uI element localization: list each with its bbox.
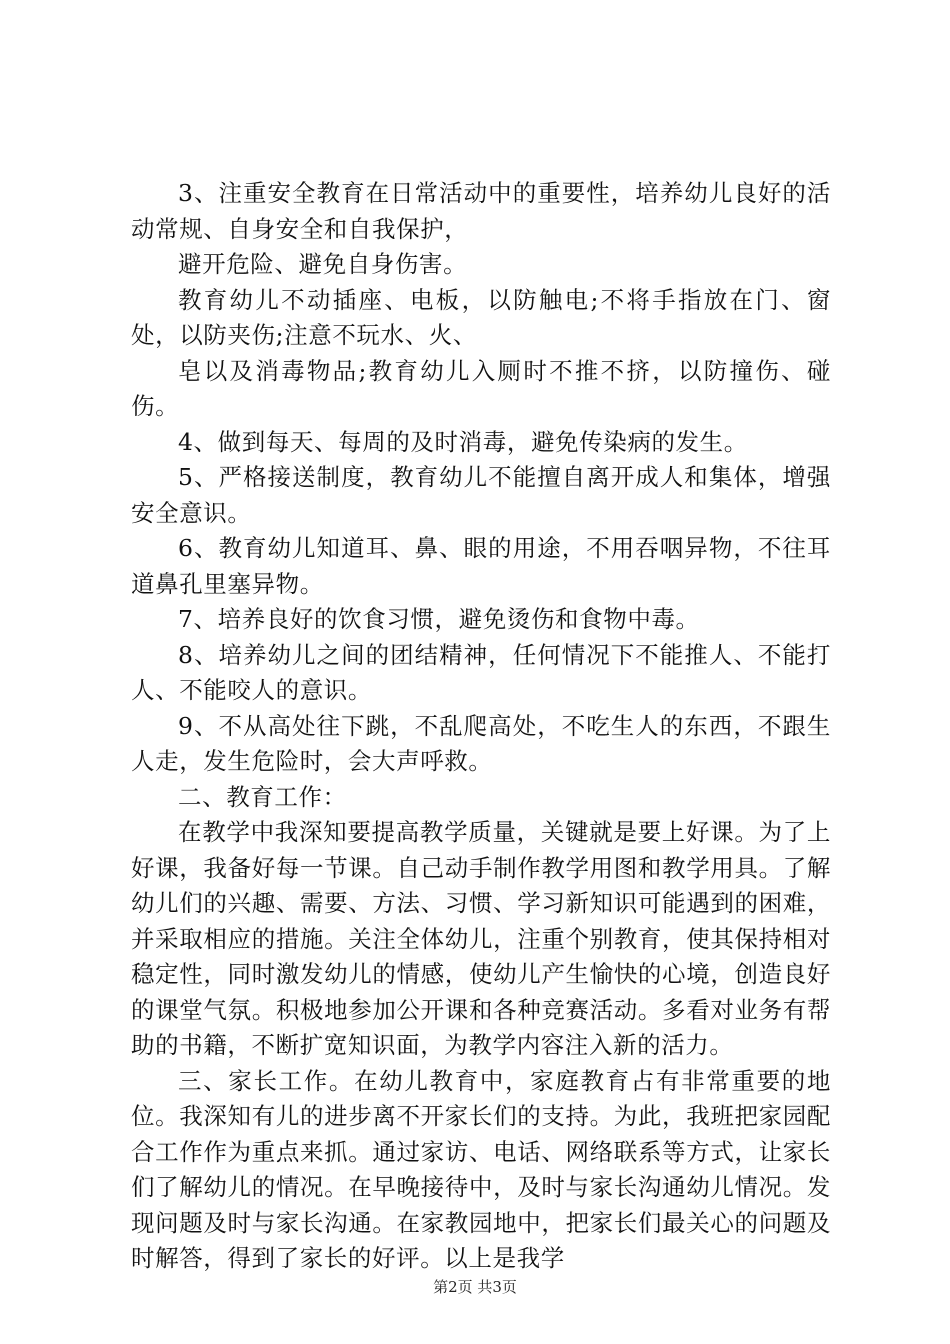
paragraph-safety-4: 4、做到每天、每周的及时消毒，避免传染病的发生。 [178, 427, 748, 456]
paragraph-safety-8: 8、培养幼儿之间的团结精神，任何情况下不能推人、不能打人、不能咬人的意识。 [131, 640, 831, 704]
paragraph-safety-9: 9、不从高处往下跳，不乱爬高处，不吃生人的东西，不跟生人走，发生危险时，会大声呼救。 [131, 711, 831, 775]
paragraph-socket-safety: 教育幼儿不动插座、电板，以防触电;不将手指放在门、窗处，以防夹伤;注意不玩水、火、 [131, 285, 831, 349]
section-heading-education: 二、教育工作： [178, 782, 347, 811]
paragraph-safety-7: 7、培养良好的饮食习惯，避免烫伤和食物中毒。 [178, 605, 700, 633]
paragraph-teaching: 在教学中我深知要提高教学质量，关键就是要上好课。为了上好课，我备好每一节课。自己动手制作教学用图和教学用具。了解幼儿们的兴趣、需要、方法、习惯、学习新知识可能遇到的困难，并采取相应的措施。关注全体幼儿，注重个别教育，使其保持相对稳定性，同时激发幼儿的情感，使幼儿产生愉快的心境，创造良好的课堂气氛。积极地参加公开课和各种竞赛活动。多看对业务有帮助的书籍，不断扩宽知识面，为教学内容注入新的活力。 [131, 818, 831, 1059]
paragraph-safety-6: 6、教育幼儿知道耳、鼻、眼的用途，不用吞咽异物，不往耳道鼻孔里塞异物。 [131, 534, 831, 598]
paragraph-safety-5: 5、严格接送制度，教育幼儿不能擅自离开成人和集体，增强安全意识。 [131, 463, 831, 527]
paragraph-soap-toilet: 皂以及消毒物品;教育幼儿入厕时不推不挤，以防撞伤、碰伤。 [131, 356, 831, 420]
paragraph-parent-work: 三、家长工作。在幼儿教育中，家庭教育占有非常重要的地位。我深知有儿的进步离不开家长们的支持。为此，我班把家园配合工作作为重点来抓。通过家访、电话、网络联系等方式，让家长们了解幼儿的情况。在早晚接待中，及时与家长沟通幼儿情况。发现问题及时与家长沟通。在家教园地中，把家长们最关心的问题及时解答，得到了家长的好评。以上是我学 [131, 1066, 831, 1272]
page-number-footer: 第2页 共3页 [433, 1278, 517, 1296]
document-body [131, 176, 831, 1277]
paragraph-safety-3: 3、注重安全教育在日常活动中的重要性，培养幼儿良好的活动常规、自身安全和自我保护， [131, 179, 831, 243]
paragraph-avoid-danger: 避开危险、避免自身伤害。 [178, 250, 468, 278]
